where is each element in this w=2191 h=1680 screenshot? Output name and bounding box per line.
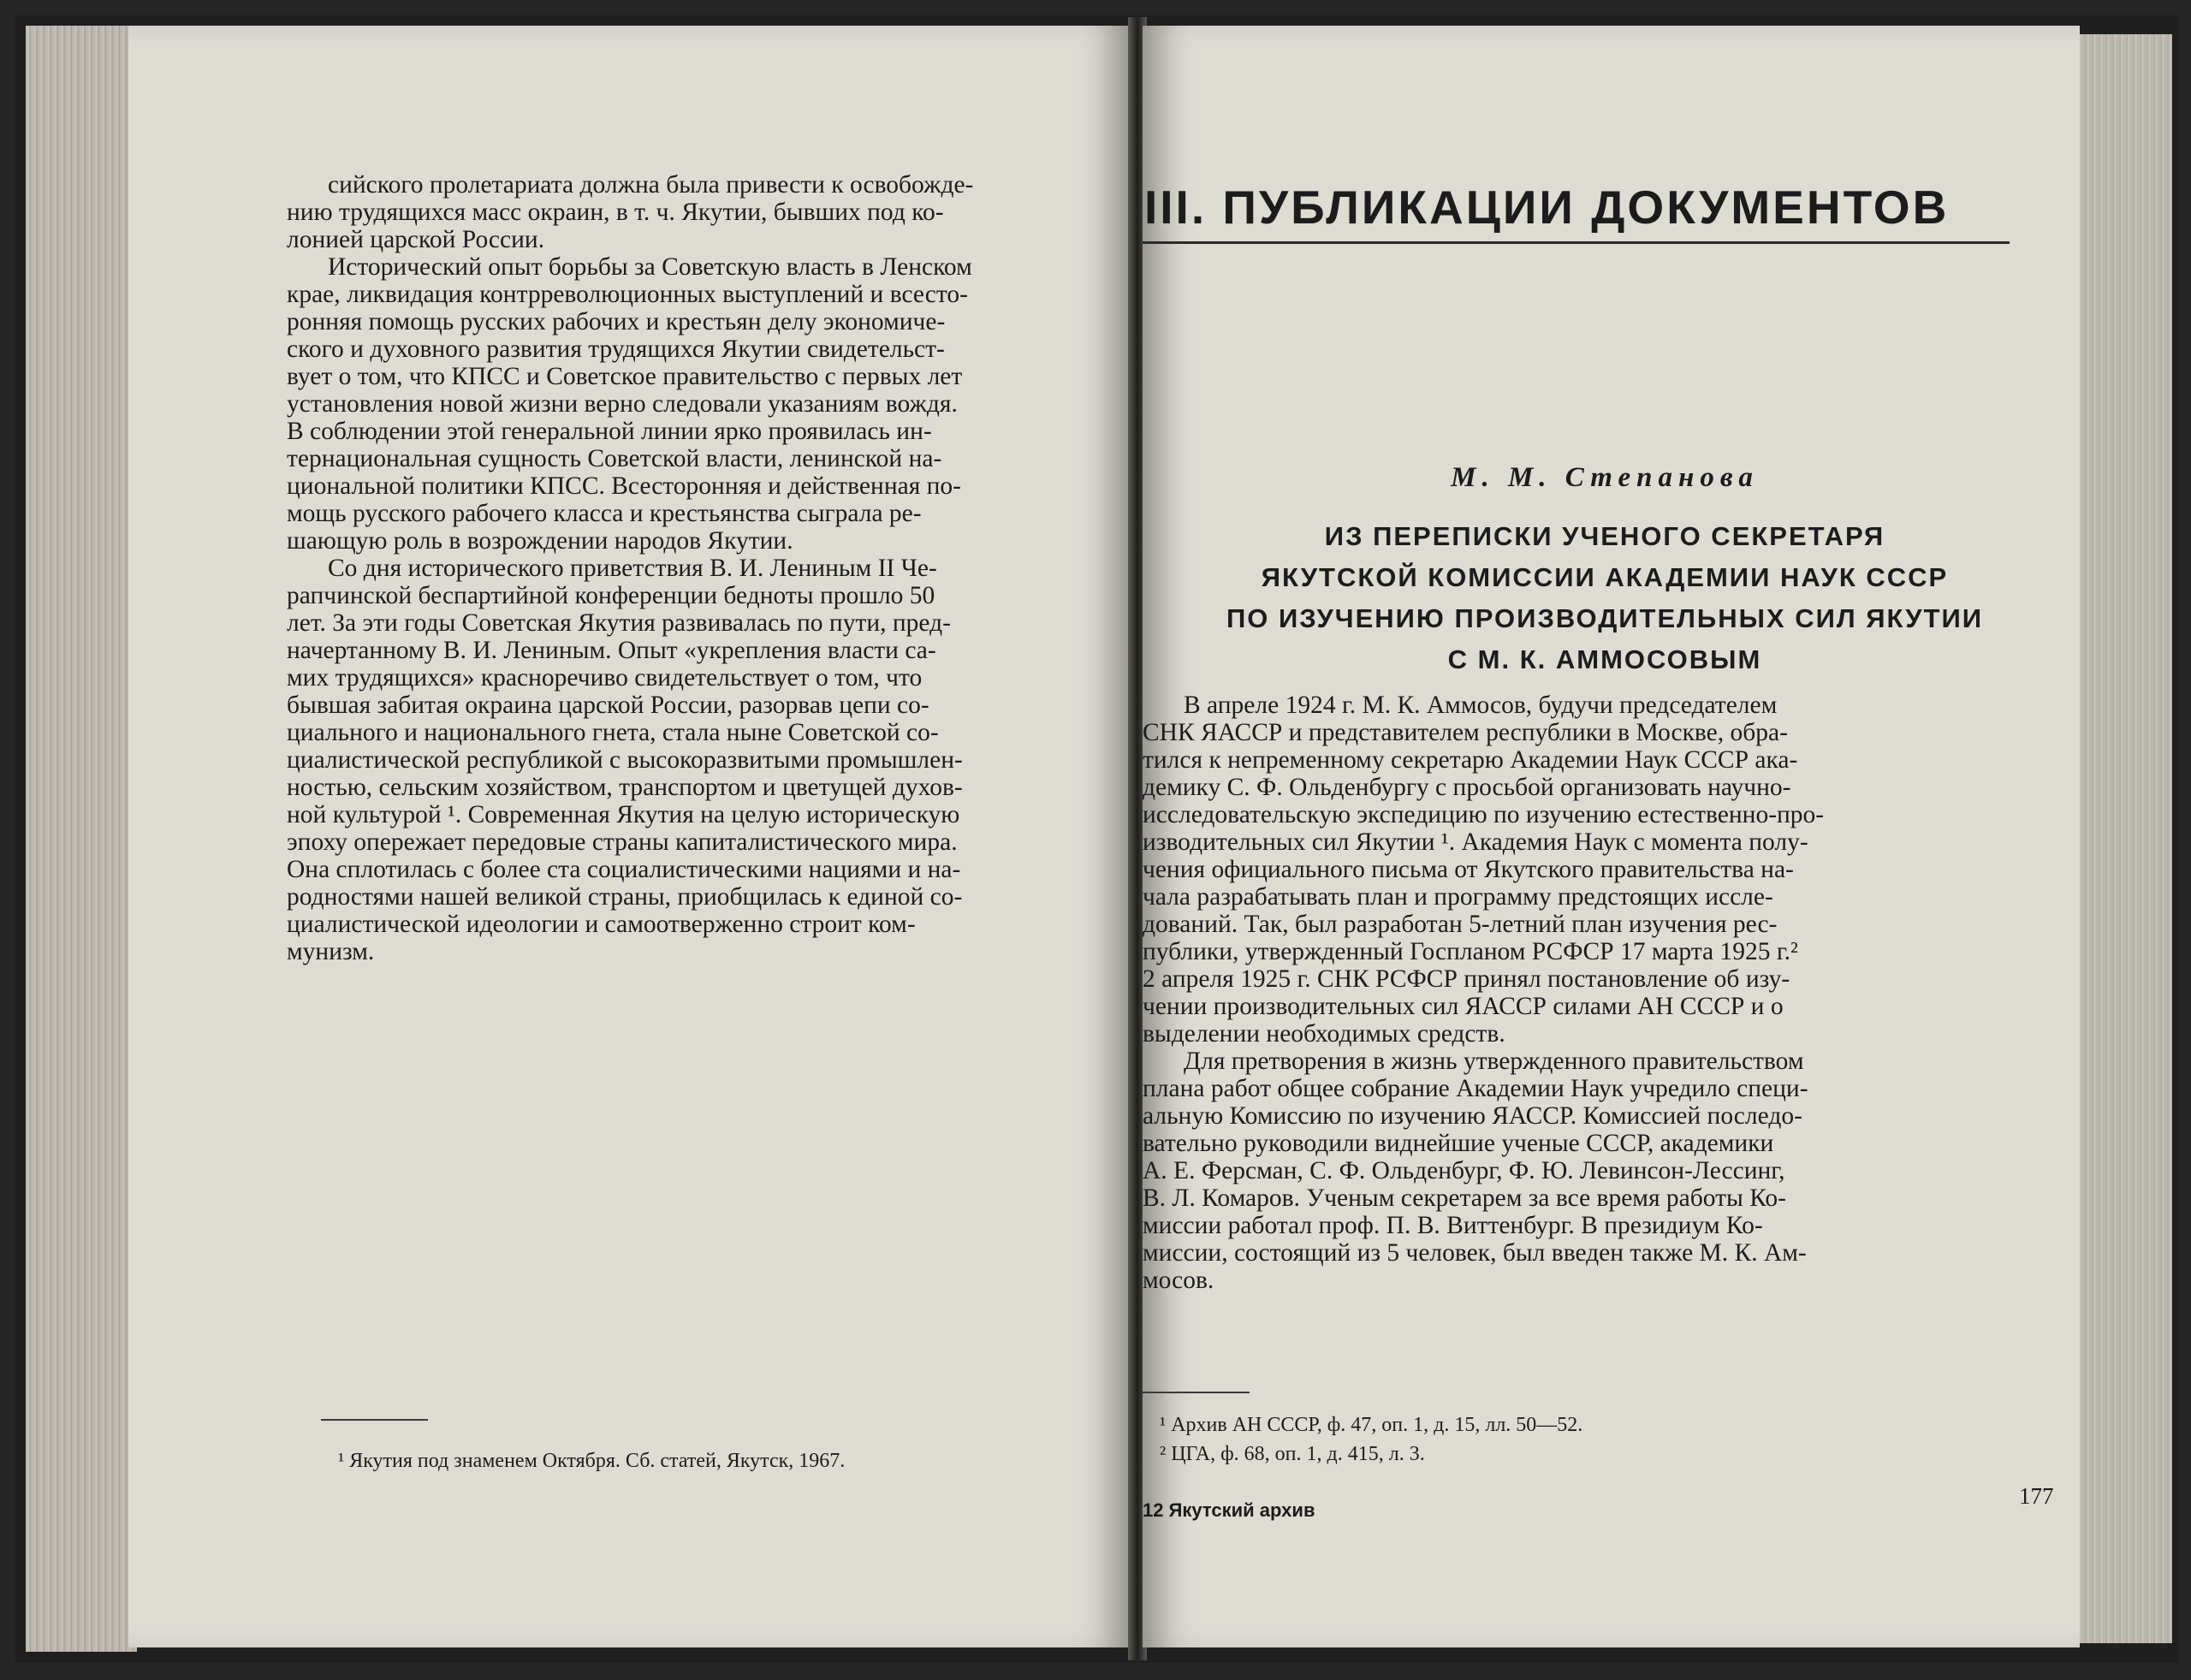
- text-line: 2 апреля 1925 г. СНК РСФСР принял постановление об изу-: [1143, 965, 1790, 993]
- article-title: [1143, 516, 2067, 680]
- text-line: тернациональная сущность Советской власти, ленинской на-: [287, 445, 942, 472]
- text-line: миссии работал проф. П. В. Виттенбург. В президиум Ко-: [1143, 1212, 1763, 1239]
- text-line: мих трудящихся» красноречиво свидетельствует о том, что: [287, 664, 923, 692]
- footnote: ² ЦГА, ф. 68, оп. 1, д. 415, л. 3.: [1160, 1443, 1425, 1465]
- left-page-edges: [26, 26, 137, 1652]
- right-footnotes: [1160, 1410, 1582, 1469]
- text-line: вательно руководили виднейшие ученые СССР, академики: [1143, 1130, 1774, 1157]
- text-line: сийского пролетариата должна была привести к освобожде-: [328, 171, 974, 199]
- text-line: крае, ликвидация контрреволюционных выступлений и всесто-: [287, 281, 968, 308]
- text-line: нию трудящихся масс окраин, в т. ч. Якутии, бывших под ко-: [287, 199, 944, 226]
- article-title-line: ИЗ ПЕРЕПИСКИ УЧЕНОГО СЕКРЕТАРЯ: [1324, 521, 1885, 551]
- text-line: тился к непременному секретарю Академии Наук СССР ака-: [1143, 746, 1798, 774]
- text-line: ной культурой ¹. Современная Якутия на целую историческую: [287, 801, 960, 828]
- article-author: М. М. Степанова: [1451, 462, 1759, 493]
- text-line: ронняя помощь русских рабочих и крестьян делу экономиче-: [287, 308, 946, 335]
- text-line: лет. За эти годы Советская Якутия развивалась по пути, пред-: [287, 609, 951, 637]
- text-line: демику С. Ф. Ольденбургу с просьбой организовать научно-: [1143, 774, 1791, 801]
- text-line: циального и национального гнета, стала ныне Советской со-: [287, 719, 939, 746]
- footnote-rule: [1143, 1392, 1250, 1393]
- text-line: чении производительных сил ЯАССР силами АН СССР и о: [1143, 993, 1784, 1020]
- text-line: публики, утвержденный Госпланом РСФСР 17 марта 1925 г.²: [1143, 938, 1798, 965]
- text-line: циональной политики КПСС. Всесторонняя и действенная по-: [287, 472, 962, 500]
- right-page: [1143, 26, 2080, 1647]
- article-title-line: ПО ИЗУЧЕНИЮ ПРОИЗВОДИТЕЛЬНЫХ СИЛ ЯКУТИИ: [1226, 603, 1984, 633]
- paragraph: [287, 253, 1130, 555]
- text-line: миссии, состоящий из 5 человек, был введен также М. К. Ам-: [1143, 1239, 1807, 1267]
- paragraph: [1143, 1048, 2058, 1294]
- footnote: ¹ Архив АН СССР, ф. 47, оп. 1, д. 15, лл. 50—52.: [1160, 1414, 1583, 1436]
- right-body-text: [1143, 692, 2058, 1294]
- page-number: 177: [2019, 1483, 2054, 1509]
- text-line: Исторический опыт борьбы за Советскую власть в Ленском: [328, 253, 972, 281]
- text-line: В соблюдении этой генеральной линии ярко проявилась ин-: [287, 418, 932, 445]
- text-line: установления новой жизни верно следовали указаниям вождя.: [287, 390, 958, 418]
- text-line: плана работ общее собрание Академии Наук учредило специ-: [1143, 1075, 1808, 1102]
- paragraph: [287, 171, 1130, 253]
- left-footnotes: [338, 1446, 845, 1475]
- text-line: начертанному В. И. Лениным. Опыт «укрепления власти са-: [287, 637, 936, 664]
- text-line: В апреле 1924 г. М. К. Аммосов, будучи председателем: [1184, 692, 1778, 719]
- text-line: альную Комиссию по изучению ЯАССР. Комиссией последо-: [1143, 1102, 1802, 1130]
- text-line: А. Е. Ферсман, С. Ф. Ольденбург, Ф. Ю. Левинсон-Лессинг,: [1143, 1157, 1785, 1184]
- left-body-text: [287, 171, 1130, 965]
- text-line: циалистической республикой с высокоразвитыми промышлен-: [287, 746, 963, 774]
- text-line: ностью, сельским хозяйством, транспортом и цветущей духов-: [287, 774, 963, 801]
- footnote-rule: [321, 1419, 428, 1421]
- text-line: вует о том, что КПСС и Советское правительство с первых лет: [287, 363, 963, 390]
- text-line: мосов.: [1143, 1267, 1214, 1294]
- text-line: родностями нашей великой страны, приобщилась к единой со-: [287, 883, 963, 911]
- text-line: выделении необходимых средств.: [1143, 1020, 1505, 1048]
- text-line: чала разрабатывать план и программу предстоящих иссле-: [1143, 883, 1773, 911]
- text-line: изводительных сил Якутии ¹. Академия Наук с момента полу-: [1143, 828, 1808, 856]
- text-line: В. Л. Комаров. Ученым секретарем за все время работы Ко-: [1143, 1184, 1787, 1212]
- text-line: Она сплотилась с более ста социалистическими нациями и на-: [287, 856, 961, 883]
- text-line: ского и духовного развития трудящихся Якутии свидетельст-: [287, 335, 945, 363]
- footnote: ¹ Якутия под знаменем Октября. Сб. статей, Якутск, 1967.: [338, 1450, 846, 1472]
- text-line: бывшая забитая окраина царской России, разорвав цепи со-: [287, 692, 929, 719]
- article-title-line: ЯКУТСКОЙ КОМИССИИ АКАДЕМИИ НАУК СССР: [1261, 562, 1949, 592]
- text-line: циалистической идеологии и самоотверженно строит ком-: [287, 911, 916, 938]
- text-line: СНК ЯАССР и представителем республики в Москве, обра-: [1143, 719, 1788, 746]
- text-line: Для претворения в жизнь утвержденного правительством: [1184, 1048, 1804, 1075]
- section-title: III. ПУБЛИКАЦИИ ДОКУМЕНТОВ: [1144, 181, 1950, 234]
- paragraph: [1143, 692, 2058, 1048]
- text-line: рапчинской беспартийной конференции бедноты прошло 50: [287, 582, 935, 609]
- left-page: [128, 26, 1130, 1647]
- text-line: исследовательскую экспедицию по изучению естественно-про-: [1143, 801, 1825, 828]
- text-line: лонией царской России.: [287, 226, 545, 253]
- paragraph: [287, 555, 1130, 965]
- article-title-line: С М. К. АММОСОВЫМ: [1447, 644, 1762, 674]
- text-line: дований. Так, был разработан 5-летний план изучения рес-: [1143, 911, 1778, 938]
- text-line: шающую роль в возрождении народов Якутии.: [287, 527, 793, 555]
- running-footer: 12 Якутский архив: [1143, 1499, 1315, 1521]
- text-line: мунизм.: [287, 938, 375, 965]
- text-line: мощь русского рабочего класса и крестьянства сыграла ре-: [287, 500, 922, 527]
- text-line: эпоху опережает передовые страны капиталистического мира.: [287, 828, 958, 856]
- text-line: Со дня исторического приветствия В. И. Лениным II Че-: [328, 555, 937, 582]
- text-line: чения официального письма от Якутского правительства на-: [1143, 856, 1794, 883]
- section-title-rule: [1143, 241, 2010, 244]
